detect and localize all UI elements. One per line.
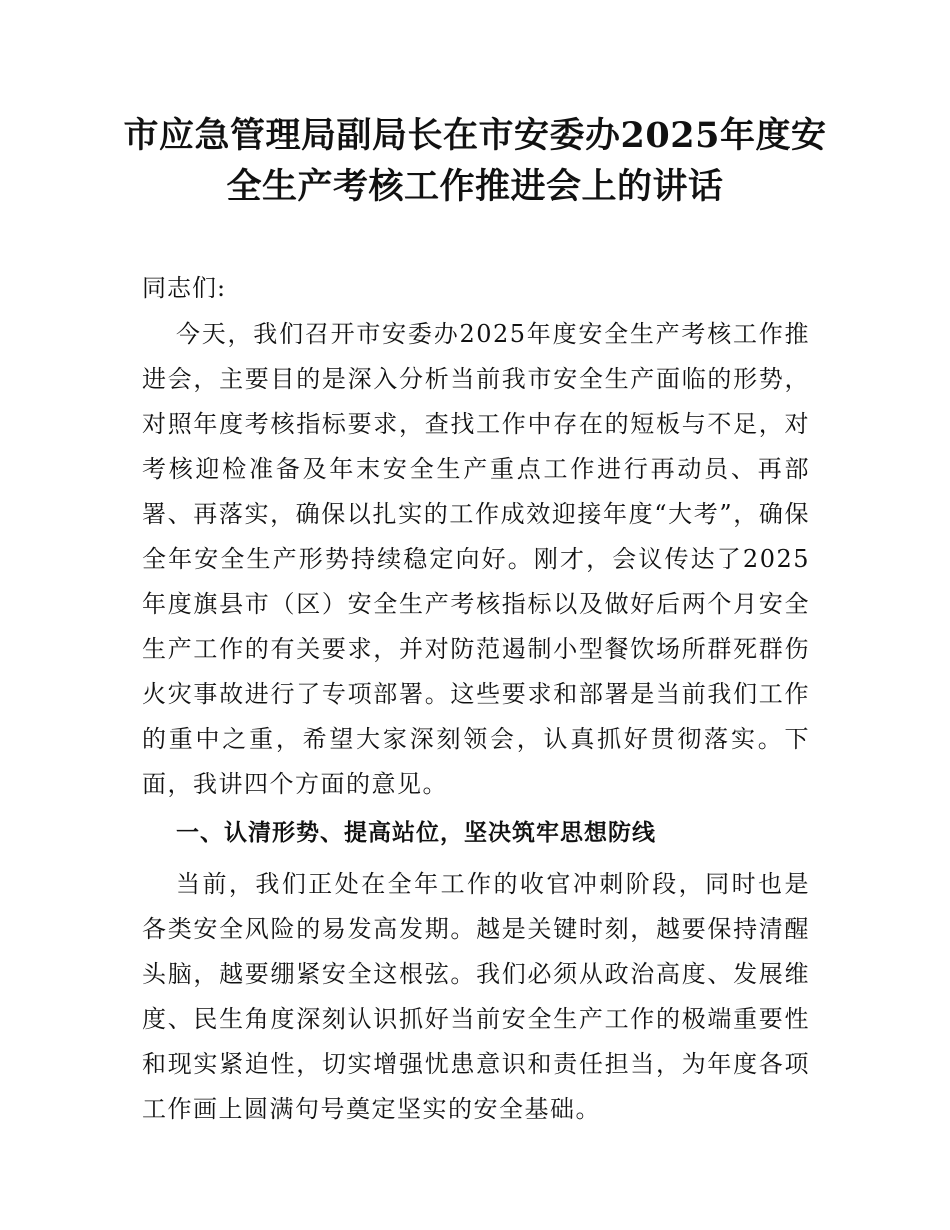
section-1-paragraph: 当前，我们正处在全年工作的收官冲刺阶段，同时也是各类安全风险的易发高发期。越是关键时刻，越要保持清醒头脑，越要绷紧安全这根弦。我们必须从政治高度、发展维度、民生角度深刻认识抓好当前安全生产工作的极端重要性和现实紧迫性，切实增强忧患意识和责任担当，为年度各项工作画上圆满句号奠定坚实的安全基础。 bbox=[142, 870, 810, 1123]
title-line-2: 全生产考核工作推进会上的讲话 bbox=[226, 166, 724, 207]
section-1-heading: 一、认清形势、提高站位，坚决筑牢思想防线 bbox=[176, 820, 656, 846]
salutation: 同志们: bbox=[142, 274, 227, 302]
opening-paragraph: 今天，我们召开市安委办2025年度安全生产考核工作推进会，主要目的是深入分析当前我市安全生产面临的形势，对照年度考核指标要求，查找工作中存在的短板与不足，对考核迎检准备及年末安全生产重点工作进行再动员、再部署、再落实，确保以扎实的工作成效迎接年度“大考”，确保全年安全生产形势持续稳定向好。刚才，会议传达了2025年度旗县市（区）安全生产考核指标以及做好后两个月安全生产工作的有关要求，并对防范遏制小型餐饮场所群死群伤火灾事故进行了专项部署。这些要求和部署是当前我们工作的重中之重，希望大家深刻领会，认真抓好贯彻落实。下面，我讲四个方面的意见。 bbox=[142, 320, 810, 798]
document-title bbox=[120, 110, 830, 212]
title-line-1: 市应急管理局副局长在市安委办2025年度安 bbox=[123, 115, 827, 156]
document-body bbox=[142, 266, 810, 1132]
